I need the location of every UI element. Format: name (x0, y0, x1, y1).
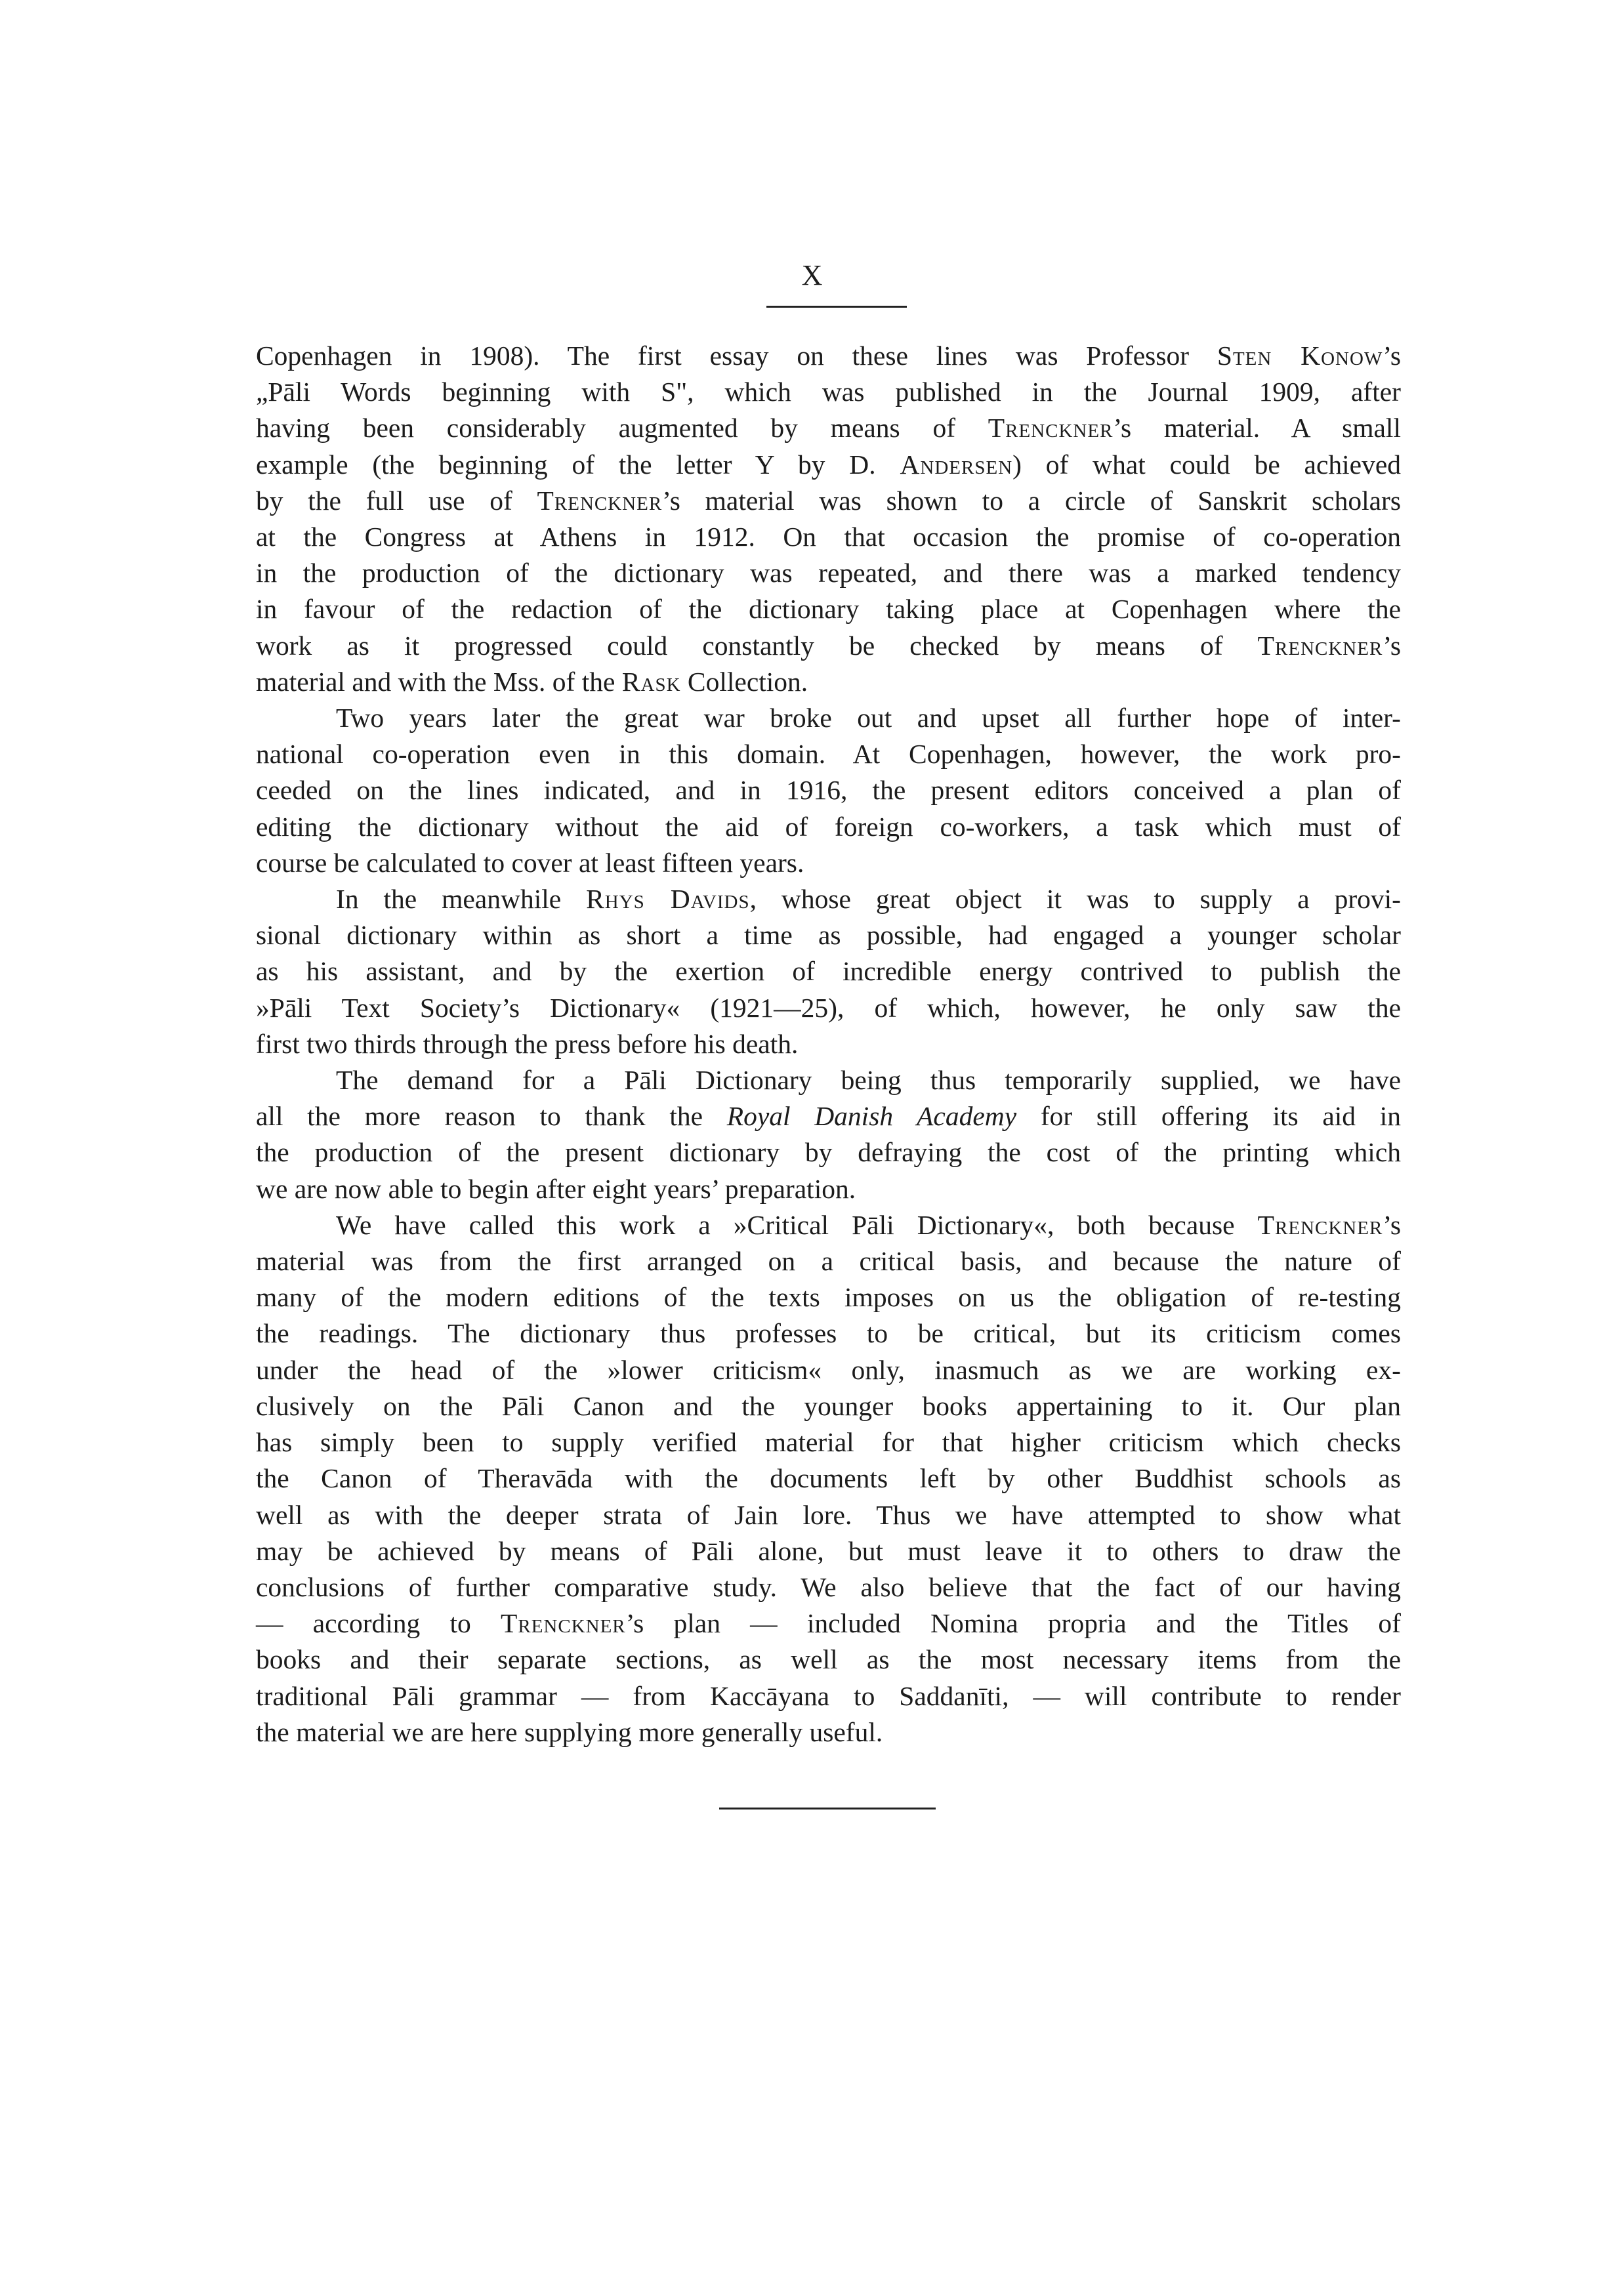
body-text (256, 338, 1401, 1750)
text-line: has simply been to supply verified material for that higher criticism which checks (256, 1427, 1401, 1458)
text-line: material was from the first arranged on a critical basis, and because the nature of (256, 1246, 1401, 1277)
paragraph (256, 1062, 1401, 1207)
text-line: In the meanwhile Rhys Davids, whose great object it was to supply a provi- (336, 884, 1402, 915)
text-line: clusively on the Pāli Canon and the younger books appertaining to it. Our plan (256, 1390, 1401, 1421)
text-line: the production of the present dictionary by defraying the cost of the printing which (256, 1137, 1401, 1168)
text-line: sional dictionary within as short a time as possible, had engaged a younger scholar (256, 920, 1401, 951)
text-line: course be calculated to cover at least fifteen years. (256, 847, 804, 878)
text-line: we are now able to begin after eight years’ preparation. (256, 1173, 856, 1204)
text-line: the readings. The dictionary thus professes to be critical, but its criticism comes (256, 1318, 1401, 1349)
author-name: Rask (621, 666, 681, 697)
author-name: Andersen (900, 449, 1013, 480)
text-line: under the head of the »lower criticism« only, inasmuch as we are working ex- (256, 1354, 1401, 1385)
author-name: Trenckner (501, 1608, 626, 1639)
paragraph (256, 1207, 1401, 1750)
author-name: Trenckner (1257, 1209, 1383, 1240)
text-line: We have called this work a »Critical Pāli Dictionary«, both because Trenckner’s (336, 1209, 1401, 1240)
text-line: well as with the deeper strata of Jain lore. Thus we have attempted to show what (256, 1499, 1401, 1530)
author-name: Trenckner (537, 485, 663, 516)
text-line: The demand for a Pāli Dictionary being thus temporarily supplied, we have (336, 1065, 1401, 1096)
italic-phrase: Royal Danish Academy (726, 1101, 1017, 1132)
text-line: at the Congress at Athens in 1912. On that occasion the promise of co-operation (256, 522, 1401, 552)
text-line: „Pāli Words beginning with S", which was published in the Journal 1909, after (256, 377, 1401, 407)
text-line: many of the modern editions of the texts imposes on us the obligation of re-testing (256, 1282, 1401, 1313)
text-line: Two years later the great war broke out and upset all further hope of inter- (336, 703, 1401, 734)
text-line: example (the beginning of the letter Y by D. Andersen) of what could be achieved (256, 449, 1402, 480)
text-line: having been considerably augmented by means of Trenckner’s material. A small (256, 413, 1401, 444)
text-line: by the full use of Trenckner’s material was shown to a circle of Sanskrit scholars (256, 485, 1401, 516)
paragraph (256, 881, 1401, 1062)
author-name: Rhys Davids (586, 884, 750, 915)
text-line: the material we are here supplying more generally useful. (256, 1716, 883, 1747)
text-line: first two thirds through the press before his death. (256, 1028, 799, 1059)
text-line: the Canon of Theravāda with the documents left by other Buddhist schools as (256, 1463, 1401, 1494)
text-line: may be achieved by means of Pāli alone, but must leave it to others to draw the (256, 1535, 1401, 1566)
paragraph (256, 338, 1401, 700)
paragraph (256, 700, 1401, 881)
text-line: all the more reason to thank the Royal Danish Academy for still offering its aid in (256, 1101, 1401, 1132)
text-line: traditional Pāli grammar — from Kaccāyana to Saddanīti, — will contribute to render (256, 1680, 1401, 1711)
text-line: as his assistant, and by the exertion of incredible energy contrived to publish the (256, 956, 1401, 987)
text-line: conclusions of further comparative study. We also believe that the fact of our having (256, 1571, 1401, 1602)
text-line: ceeded on the lines indicated, and in 1916, the present editors conceived a plan of (256, 775, 1401, 806)
author-name: Trenckner (1257, 630, 1383, 661)
text-line: Copenhagen in 1908). The first essay on these lines was Professor Sten Konow’s (256, 341, 1402, 371)
text-line: work as it progressed could constantly be checked by means of Trenckner’s (256, 630, 1401, 661)
page-number: X (801, 259, 823, 291)
text-line: in favour of the redaction of the dictionary taking place at Copenhagen where the (256, 594, 1401, 625)
text-line: material and with the Mss. of the Rask Collection. (256, 666, 808, 697)
text-line: »Pāli Text Society’s Dictionary« (1921—25), of which, however, he only saw the (256, 992, 1401, 1023)
author-name: Sten Konow (1217, 341, 1383, 371)
end-rule (719, 1808, 936, 1809)
text-line: editing the dictionary without the aid of foreign co-workers, a task which must of (256, 811, 1401, 842)
author-name: Trenckner (988, 413, 1114, 444)
header-rule (766, 306, 907, 308)
text-line: national co-operation even in this domain. At Copenhagen, however, the work pro- (256, 739, 1401, 770)
text-line: — according to Trenckner’s plan — included Nomina propria and the Titles of (256, 1608, 1402, 1639)
text-line: books and their separate sections, as well as the most necessary items from the (256, 1644, 1401, 1675)
text-line: in the production of the dictionary was repeated, and there was a marked tendency (256, 558, 1401, 589)
